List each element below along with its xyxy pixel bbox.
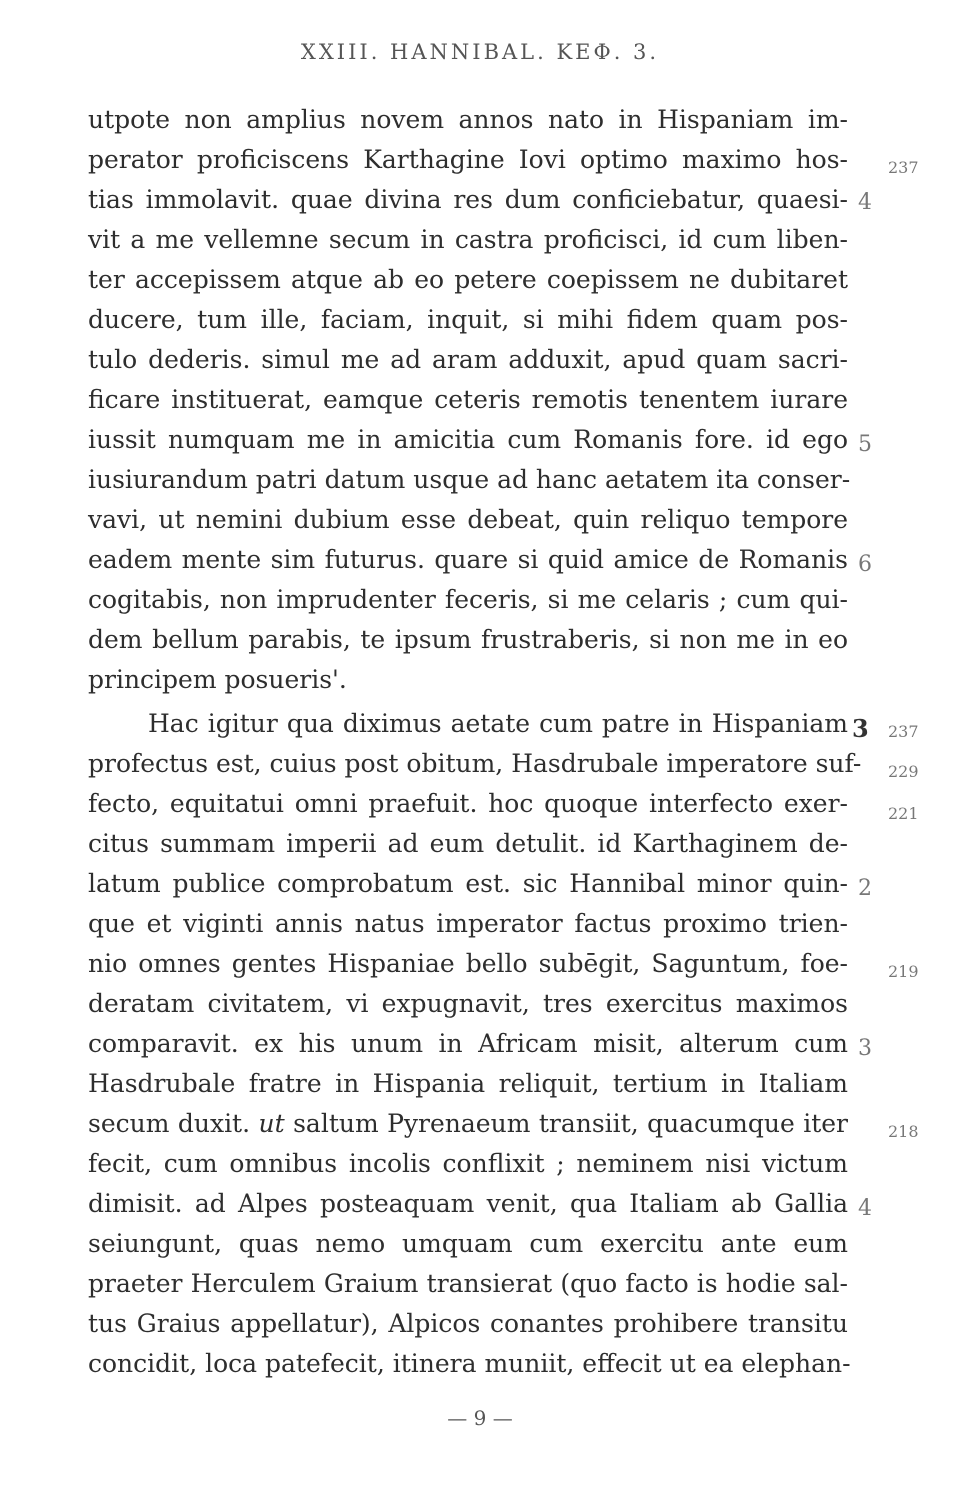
text-line: ficare instituerat, eamque ceteris remotis tenentem iurare xyxy=(88,385,848,414)
text-line: iussit numquam me in amicitia cum Romanis fore. id ego xyxy=(88,425,848,454)
text-segment: saltum Pyrenaeum transiit, quacumque iter xyxy=(293,1109,849,1138)
text-line: perator proficiscens Karthagine Iovi optimo maximo hos- xyxy=(88,145,848,174)
margin-chapter-number: 3 xyxy=(852,714,869,743)
text-line: principem posueris'. xyxy=(88,665,347,694)
text-line: profectus est, cuius post obitum, Hasdrubale imperatore suf- xyxy=(88,749,862,778)
margin-section-number: 6 xyxy=(858,552,872,577)
text-line: que et viginti annis natus imperator factus proximo trien- xyxy=(88,909,848,938)
text-line: fecit, cum omnibus incolis conflixit ; neminem nisi victum xyxy=(88,1149,848,1178)
text-line: comparavit. ex his unum in Africam misit, alterum cum xyxy=(88,1029,848,1058)
text-line: dem bellum parabis, te ipsum frustraberis, si non me in eo xyxy=(88,625,848,654)
margin-year-note: 218 xyxy=(888,1122,919,1141)
text-line: ducere, tum ille, faciam, inquit, si mihi fidem quam pos- xyxy=(88,305,848,334)
text-line: vit a me vellemne secum in castra proficisci, id cum liben- xyxy=(88,225,848,254)
margin-year-note: 229 xyxy=(888,762,919,781)
text-segment: secum duxit. xyxy=(88,1109,251,1138)
text-line: Hasdrubale fratre in Hispania reliquit, tertium in Italiam xyxy=(88,1069,848,1098)
text-line: praeter Herculem Graium transierat (quo facto is hodie sal- xyxy=(88,1269,848,1298)
text-line: eadem mente sim futurus. quare si quid amice de Romanis xyxy=(88,545,848,574)
text-line: tulo dederis. simul me ad aram adduxit, apud quam sacri- xyxy=(88,345,848,374)
margin-year-note: 221 xyxy=(888,804,919,823)
text-line: seiungunt, quas nemo umquam cum exercitu ante eum xyxy=(88,1229,848,1258)
margin-section-number: 5 xyxy=(858,432,872,457)
text-line: ter accepissem atque ab eo petere coepissem ne dubitaret xyxy=(88,265,848,294)
page-number: — 9 — xyxy=(447,1406,513,1430)
text-line: latum publice comprobatum est. sic Hannibal minor quin- xyxy=(88,869,848,898)
running-head: XXIII. HANNIBAL. ΚΕΦ. 3. xyxy=(300,40,660,64)
text-line: iusiurandum patri datum usque ad hanc aetatem ita conser- xyxy=(88,465,851,494)
text-line: cogitabis, non imprudenter feceris, si me celaris ; cum qui- xyxy=(88,585,848,614)
text-line: fecto, equitatui omni praefuit. hoc quoque interfecto exer- xyxy=(88,789,848,818)
text-line: citus summam imperii ad eum detulit. id Karthaginem de- xyxy=(88,829,848,858)
text-line: nio omnes gentes Hispaniae bello subēgit, Saguntum, foe- xyxy=(88,949,848,978)
text-line: Hac igitur qua diximus aetate cum patre in Hispaniam xyxy=(148,709,848,738)
margin-section-number: 3 xyxy=(858,1036,872,1061)
margin-year-note: 237 xyxy=(888,722,919,741)
text-line: concidit, loca patefecit, itinera muniit, effecit ut ea elephan- xyxy=(88,1349,851,1378)
margin-section-number: 4 xyxy=(858,1196,872,1221)
margin-year-note: 219 xyxy=(888,962,919,981)
margin-section-number: 4 xyxy=(858,190,872,215)
margin-section-number: 2 xyxy=(858,876,872,901)
text-line: deratam civitatem, vi expugnavit, tres exercitus maximos xyxy=(88,989,848,1018)
italic-word: ut xyxy=(258,1109,285,1138)
text-line: tias immolavit. quae divina res dum conficiebatur, quaesi- xyxy=(88,185,848,214)
text-line: vavi, ut nemini dubium esse debeat, quin reliquo tempore xyxy=(88,505,848,534)
text-line xyxy=(88,1106,848,1142)
text-line: tus Graius appellatur), Alpicos conantes prohibere transitu xyxy=(88,1309,848,1338)
text-line: utpote non amplius novem annos nato in Hispaniam im- xyxy=(88,105,848,134)
margin-year-note: 237 xyxy=(888,158,919,177)
text-line: dimisit. ad Alpes posteaquam venit, qua Italiam ab Gallia xyxy=(88,1189,848,1218)
